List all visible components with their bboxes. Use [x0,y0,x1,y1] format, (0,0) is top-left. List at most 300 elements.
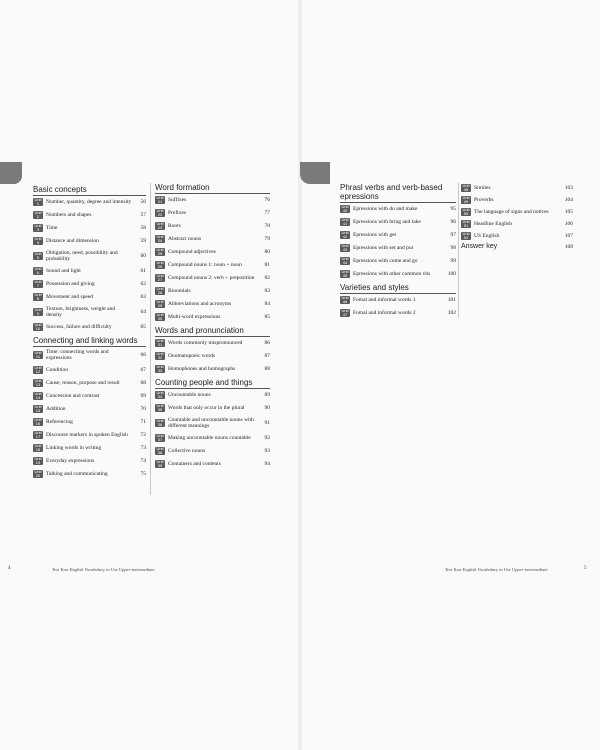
unit-badge [33,198,43,206]
unit-label: Unit [156,234,164,239]
unit-badge [340,270,350,278]
page-ref: 105 [564,209,573,215]
entry-title: Words commonly mispronounced [168,340,243,346]
unit-number: 44 [342,260,348,265]
column-divider [150,183,151,495]
toc-entry [33,224,146,232]
page-ref: 77 [264,210,270,216]
unit-number: 39 [157,463,163,468]
page-ref: 80 [264,249,270,255]
entry-title: Time [46,225,58,231]
unit-number: 48 [463,187,469,192]
entry-title: Compound adjectives [168,249,216,255]
entry-title: Fomal and informal words 1 [353,297,416,303]
toc-entry [340,218,456,226]
entry-title: Headline English [474,221,513,227]
unit-label: Unit [156,299,164,304]
unit-badge [155,419,165,427]
page-ref: 92 [264,435,270,441]
section-title: Answer key [461,243,498,250]
page-ref: 67 [140,367,146,373]
entry-title: Homophones and homographs [168,366,236,372]
right-page-column-1 [340,180,456,322]
page-ref: 103 [564,185,573,191]
unit-number: 33 [157,368,163,373]
unit-number: 13 [35,382,41,387]
unit-badge [340,244,350,252]
unit-number: 7 [36,283,40,288]
unit-badge [155,261,165,269]
page-ref: 101 [447,297,456,303]
unit-number: 52 [463,235,469,240]
page-ref: 56 [140,199,146,205]
unit-badge [33,211,43,219]
entry-title: Compound nouns 1: noun + noun [168,262,242,268]
entry-title: Condition [46,367,69,373]
toc-entry [461,208,573,216]
toc-entry [155,287,270,295]
unit-badge [33,418,43,426]
page-ref: 108 [564,244,573,250]
page-ref: 63 [140,294,146,300]
unit-number: 5 [36,255,40,260]
toc-entry [33,405,146,413]
page-ref: 107 [564,233,573,239]
toc-entry [33,392,146,400]
section-title: Words and pronunciation [155,326,270,337]
book-gutter [298,0,302,750]
unit-number: 42 [342,234,348,239]
unit-label: Unit [156,273,164,278]
unit-label: Unit [156,312,164,317]
unit-badge [155,300,165,308]
entry-title: Number, quantity, degree and intensity [46,199,132,205]
unit-badge [33,280,43,288]
toc-entry [461,220,573,228]
page-ref: 64 [140,309,146,315]
page-ref: 89 [264,392,270,398]
entry-title: Distance and dimension [46,238,99,244]
page-ref: 57 [140,212,146,218]
unit-badge [155,287,165,295]
unit-label: Unit [34,391,42,396]
page-ref: 87 [264,353,270,359]
page-number-right: 5 [584,566,587,571]
entry-title: Addition [46,406,66,412]
toc-entry [155,404,270,412]
unit-badge [155,313,165,321]
toc-entry [155,417,270,429]
toc-entry [340,257,456,265]
unit-label: Unit [156,338,164,343]
page-ref: 61 [140,268,146,274]
unit-label: Unit [34,223,42,228]
unit-badge [155,235,165,243]
section-title: Varieties and styles [340,283,456,294]
unit-badge [155,460,165,468]
right-page-column-2 [461,184,573,250]
entry-title: Numbers and shapes [46,212,92,218]
unit-number: 22 [157,212,163,217]
unit-badge [33,470,43,478]
page-ref: 90 [264,405,270,411]
unit-badge [340,309,350,317]
toc-entry [155,313,270,321]
toc-entry [340,205,456,213]
unit-badge [155,196,165,204]
page-ref: 71 [140,419,146,425]
unit-number: 15 [35,408,41,413]
toc-entry [155,434,270,442]
entry-title: Everyday expressions [46,458,95,464]
entry-title: Discourse markers in spoken English [46,432,128,438]
page-ref: 73 [140,445,146,451]
unit-label: Unit [156,364,164,369]
unit-label: Unit [34,378,42,383]
unit-number: 41 [342,221,348,226]
entry-title: Proverbs [474,197,494,203]
entry-title: Abstract nouns [168,236,202,242]
entry-title: Possession and giving [46,281,95,287]
toc-entry [33,237,146,245]
unit-number: 2 [36,214,40,219]
unit-label: Unit [34,469,42,474]
page-number-left: 4 [8,566,11,571]
toc-entry [340,309,456,317]
unit-badge [33,323,43,331]
toc-entry [155,196,270,204]
unit-badge [33,237,43,245]
entry-title: Containers and contents [168,461,221,467]
toc-entry [155,248,270,256]
unit-label: Unit [34,404,42,409]
unit-label: Unit [156,418,164,423]
toc-entry [461,232,573,240]
unit-label: Unit [34,430,42,435]
entry-title: Fomal and informal words 2 [353,310,416,316]
unit-badge [461,184,471,192]
page-ref: 74 [140,458,146,464]
toc-entry [155,460,270,468]
page-ref: 85 [264,314,270,320]
toc-entry [340,231,456,239]
entry-title: Multi-word expressions [168,314,221,320]
unit-badge [33,379,43,387]
section-title: Basic concepts [33,185,146,196]
unit-label: Unit [341,256,349,261]
unit-badge [461,208,471,216]
unit-label: Unit [34,456,42,461]
entry-title: Epressions with come and go [353,258,418,264]
unit-badge [155,248,165,256]
unit-badge [155,274,165,282]
unit-badge [461,232,471,240]
toc-entry [155,222,270,230]
page-ref: 69 [140,393,146,399]
entry-title: Success, failure and difficulty [46,324,112,330]
toc-entry [33,198,146,206]
page-ref: 97 [450,232,456,238]
page-ref: 68 [140,380,146,386]
entry-title: Epressions with other common vbs [353,271,431,277]
unit-number: 4 [36,240,40,245]
unit-label: Unit [34,197,42,202]
unit-label: Unit [462,231,470,236]
entry-title: Making uncountable nouns countable [168,435,251,441]
unit-label: Unit [156,286,164,291]
toc-entry [340,270,456,278]
page-ref: 95 [450,206,456,212]
unit-number: 27 [157,277,163,282]
unit-number: 19 [35,460,41,465]
unit-label: Unit [341,204,349,209]
page-ref: 93 [264,448,270,454]
unit-number: 24 [157,238,163,243]
unit-number: 1 [36,201,40,206]
entry-title: Compound nouns 2: verb + preposition [168,275,255,281]
page-ref: 81 [264,262,270,268]
entry-title: Epressions with get [353,232,397,238]
page-ref: 59 [140,238,146,244]
unit-label: Unit [462,183,470,188]
unit-number: 46 [342,299,348,304]
unit-number: 3 [36,227,40,232]
unit-label: Unit [156,260,164,265]
unit-label: Unit [34,292,42,297]
unit-label: Unit [34,279,42,284]
unit-label: Unit [341,217,349,222]
unit-badge [340,231,350,239]
unit-number: 47 [342,312,348,317]
page-footer-right: Test Your English Vocabulary in Use Upper-intermediate [445,567,548,572]
unit-badge [33,392,43,400]
unit-label: Unit [156,247,164,252]
unit-number: 14 [35,395,41,400]
unit-number: 37 [157,437,163,442]
toc-entry [340,244,456,252]
unit-number: 49 [463,199,469,204]
entry-title: The language of signs and notices [474,209,549,215]
page-ref: 78 [264,223,270,229]
unit-badge [33,405,43,413]
toc-entry [155,339,270,347]
entry-title: Onomatopoeic words [168,353,216,359]
toc-entry [33,470,146,478]
unit-badge [155,404,165,412]
left-page-column-1 [33,182,146,483]
unit-badge [33,293,43,301]
unit-number: 32 [157,355,163,360]
unit-badge [340,218,350,226]
page-ref: 79 [264,236,270,242]
unit-label: Unit [34,236,42,241]
unit-number: 34 [157,394,163,399]
unit-number: 17 [35,434,41,439]
unit-number: 30 [157,316,163,321]
unit-number: 29 [157,303,163,308]
unit-badge [33,224,43,232]
page-ref: 66 [140,352,146,358]
unit-badge [155,222,165,230]
left-page-tab [0,162,22,184]
column-divider [458,183,459,318]
page-ref: 106 [564,221,573,227]
left-page-column-2 [155,180,270,473]
unit-label: Unit [34,443,42,448]
unit-number: 6 [36,270,40,275]
toc-entry [340,296,456,304]
entry-title: Roots [168,223,181,229]
toc-entry [33,457,146,465]
unit-number: 16 [35,421,41,426]
unit-number: 12 [35,369,41,374]
unit-label: Unit [341,230,349,235]
toc-entry [33,444,146,452]
toc-entry [155,391,270,399]
unit-number: 35 [157,407,163,412]
page-ref: 60 [140,253,146,259]
unit-number: 8 [36,296,40,301]
unit-number: 45 [342,273,348,278]
unit-badge [155,339,165,347]
page-ref: 102 [447,310,456,316]
unit-badge [33,351,43,359]
entry-title: US English [474,233,500,239]
entry-title: Suffixes [168,197,187,203]
unit-number: 40 [342,208,348,213]
unit-number: 18 [35,447,41,452]
toc-entry [155,261,270,269]
toc-entry [33,250,146,262]
page-ref: 104 [564,197,573,203]
unit-label: Unit [156,446,164,451]
entry-title: Words that only occur in the plural [168,405,245,411]
entry-title: Sound and light [46,268,81,274]
unit-number: 23 [157,225,163,230]
page-ref: 62 [140,281,146,287]
unit-number: 38 [157,450,163,455]
toc-entry [33,267,146,275]
unit-number: 9 [36,311,40,316]
page-ref: 82 [264,275,270,281]
page-ref: 65 [140,324,146,330]
entry-title: Cause, reason, purpose and result [46,380,120,386]
toc-entry [33,323,146,331]
unit-badge [155,209,165,217]
page-ref: 98 [450,245,456,251]
unit-label: Unit [462,195,470,200]
toc-entry [155,365,270,373]
entry-title: Abbreviations and acronyms [168,301,232,307]
unit-badge [155,434,165,442]
unit-badge [461,220,471,228]
page-ref: 99 [450,258,456,264]
entry-title: Uncountable nouns [168,392,211,398]
section-title: Connecting and linking words [33,336,146,347]
toc-entry [461,184,573,192]
unit-badge [33,308,43,316]
entry-title: Epressions with set and put [353,245,414,251]
unit-badge [340,205,350,213]
page-ref: 58 [140,225,146,231]
unit-label: Unit [34,417,42,422]
unit-label: Unit [34,251,42,256]
entry-title: Countable and uncountable nouns with different meanings [168,417,254,429]
unit-label: Unit [341,308,349,313]
unit-badge [340,296,350,304]
unit-label: Unit [156,208,164,213]
page-ref: 83 [264,288,270,294]
unit-badge [33,431,43,439]
unit-badge [461,196,471,204]
unit-number: 31 [157,342,163,347]
entry-title: Binomials [168,288,191,294]
unit-number: 28 [157,290,163,295]
entry-title: Referencing [46,419,73,425]
unit-badge [340,257,350,265]
entry-title: Time: connecting words and expressions [46,349,109,361]
unit-label: Unit [156,351,164,356]
toc-entry [33,418,146,426]
unit-badge [33,457,43,465]
toc-entry [33,431,146,439]
section-title: Word formation [155,183,270,194]
page-footer-left: Test Your English Vocabulary in Use Upper-intermediate [52,567,155,572]
toc-entry [33,293,146,301]
toc-entry [461,244,573,250]
unit-label: Unit [156,195,164,200]
toc-entry [33,366,146,374]
unit-label: Unit [462,219,470,224]
entry-title: Concession and contrast [46,393,100,399]
unit-label: Unit [341,269,349,274]
unit-label: Unit [34,365,42,370]
unit-label: Unit [156,390,164,395]
entry-title: Talking and communicating [46,471,108,477]
toc-entry [33,280,146,288]
unit-badge [155,365,165,373]
unit-number: 51 [463,223,469,228]
page-ref: 91 [264,420,270,426]
unit-badge [33,444,43,452]
entry-title: Similes [474,185,491,191]
toc-entry [155,300,270,308]
section-title: Phrasl verbs and verb-based epressions [340,183,456,203]
unit-badge [155,352,165,360]
toc-entry [155,352,270,360]
toc-entry [33,211,146,219]
unit-label: Unit [34,210,42,215]
page-ref: 76 [264,197,270,203]
unit-badge [33,267,43,275]
page-ref: 100 [447,271,456,277]
unit-number: 10 [35,326,41,331]
section-title: Counting people and things [155,378,270,389]
unit-number: 50 [463,211,469,216]
unit-number: 43 [342,247,348,252]
entry-title: Prefixes [168,210,187,216]
entry-title: Linking words in writing [46,445,102,451]
entry-title: Texture, brightness, weight and density [46,306,116,318]
unit-label: Unit [341,295,349,300]
entry-title: Collective nouns [168,448,206,454]
page-ref: 86 [264,340,270,346]
unit-number: 20 [35,473,41,478]
toc-entry [33,379,146,387]
toc-entry [33,306,146,318]
page-ref: 88 [264,366,270,372]
toc-entry [461,196,573,204]
